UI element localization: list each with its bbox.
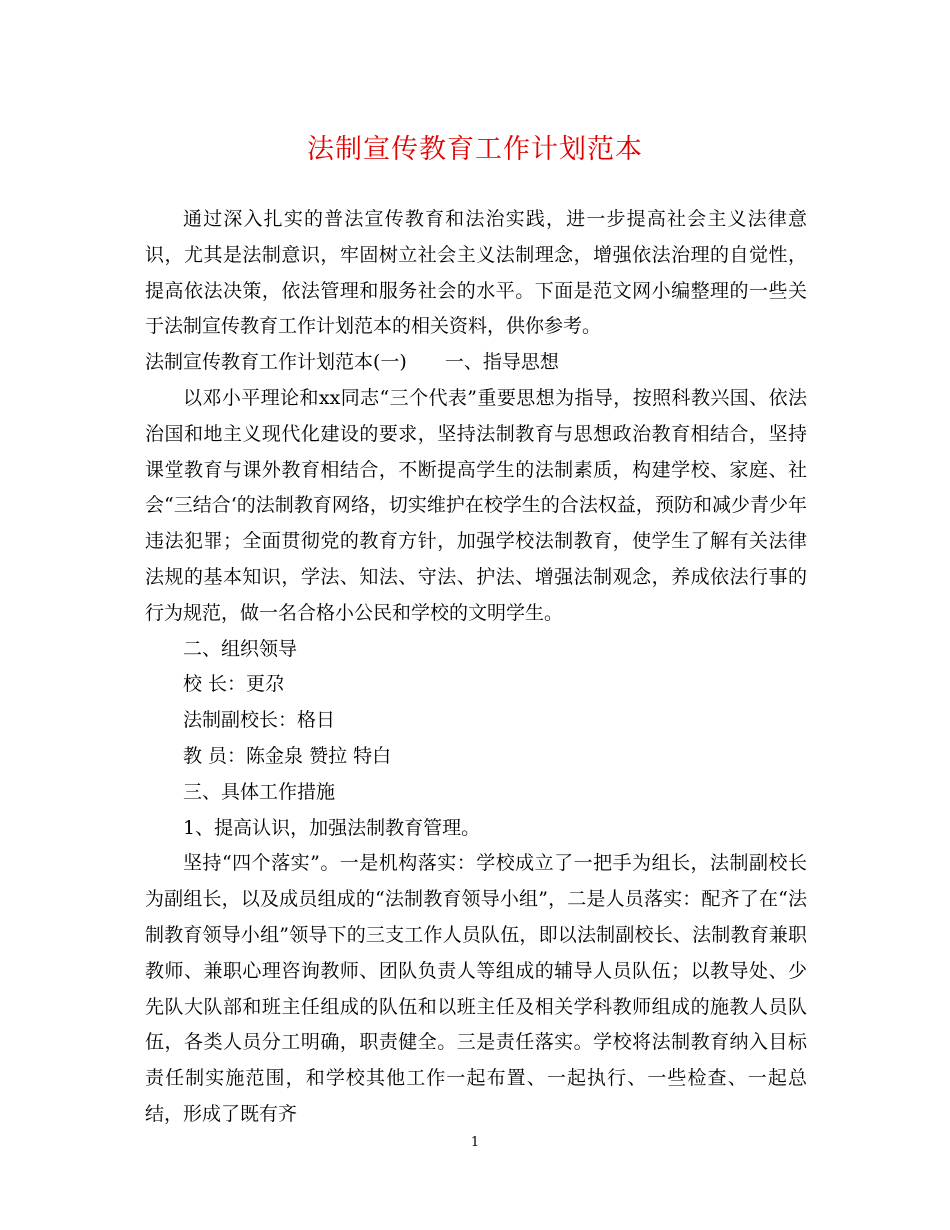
guiding-ideology-paragraph: 以邓小平理论和xx同志“三个代表”重要思想为指导，按照科教兴国、依法治国和地主义现代化建设的要求，坚持法制教育与思想政治教育相结合，坚持课堂教育与课外教育相结合，不断提高学生的法制素质，构建学校、家庭、社会“三结合‘的法制教育网络，切实维护在校学生的合法权益，预防和减少青少年违法犯罪；全面贯彻党的教育方针，加强学校法制教育，使学生了解有关法律法规的基本知识，学法、知法、守法、护法、增强法制观念，养成依法行事的行为规范，做一名合格小公民和学校的文明学生。 bbox=[145, 386, 807, 624]
organization-heading: 二、组织领导 bbox=[183, 637, 298, 660]
teachers-line: 教 员：陈金泉 赞拉 特白 bbox=[183, 744, 392, 767]
intro-paragraph: 通过深入扎实的普法宣传教育和法治实践，进一步提高社会主义法律意识，尤其是法制意识，牢固树立社会主义法制理念，增强依法治理的自觉性，提高依法决策，依法管理和服务社会的水平。下面是范文网小编整理的一些关于法制宣传教育工作计划范本的相关资料，供你参考。 bbox=[145, 208, 807, 338]
page-number: 1 bbox=[470, 1135, 480, 1150]
document-title: 法制宣传教育工作计划范本 bbox=[307, 134, 643, 165]
measures-heading: 三、具体工作措施 bbox=[183, 780, 336, 803]
section-heading: 法制宣传教育工作计划范本(一) 一、指导思想 bbox=[145, 351, 559, 374]
document-body bbox=[145, 202, 807, 1133]
vice-principal-line: 法制副校长：格日 bbox=[183, 709, 336, 732]
measure-paragraph: 坚持“四个落实”。一是机构落实：学校成立了一把手为组长，法制副校长为副组长，以及成员组成的“法制教育领导小组”，二是人员落实：配齐了在“法制教育领导小组”领导下的三支工作人员队伍，即以法制副校长、法制教育兼职教师、兼职心理咨询教师、团队负责人等组成的辅导人员队伍；以教导处、少先队大队部和班主任组成的队伍和以班主任及相关学科教师组成的施教人员队伍，各类人员分工明确，职责健全。三是责任落实。学校将法制教育纳入目标责任制实施范围，和学校其他工作一起布置、一起执行、一些检查、一起总结，形成了既有齐 bbox=[145, 852, 807, 1125]
principal-line: 校 长：更尕 bbox=[183, 673, 285, 696]
measure-1-heading: 1、提高认识，加强法制教育管理。 bbox=[183, 816, 481, 839]
